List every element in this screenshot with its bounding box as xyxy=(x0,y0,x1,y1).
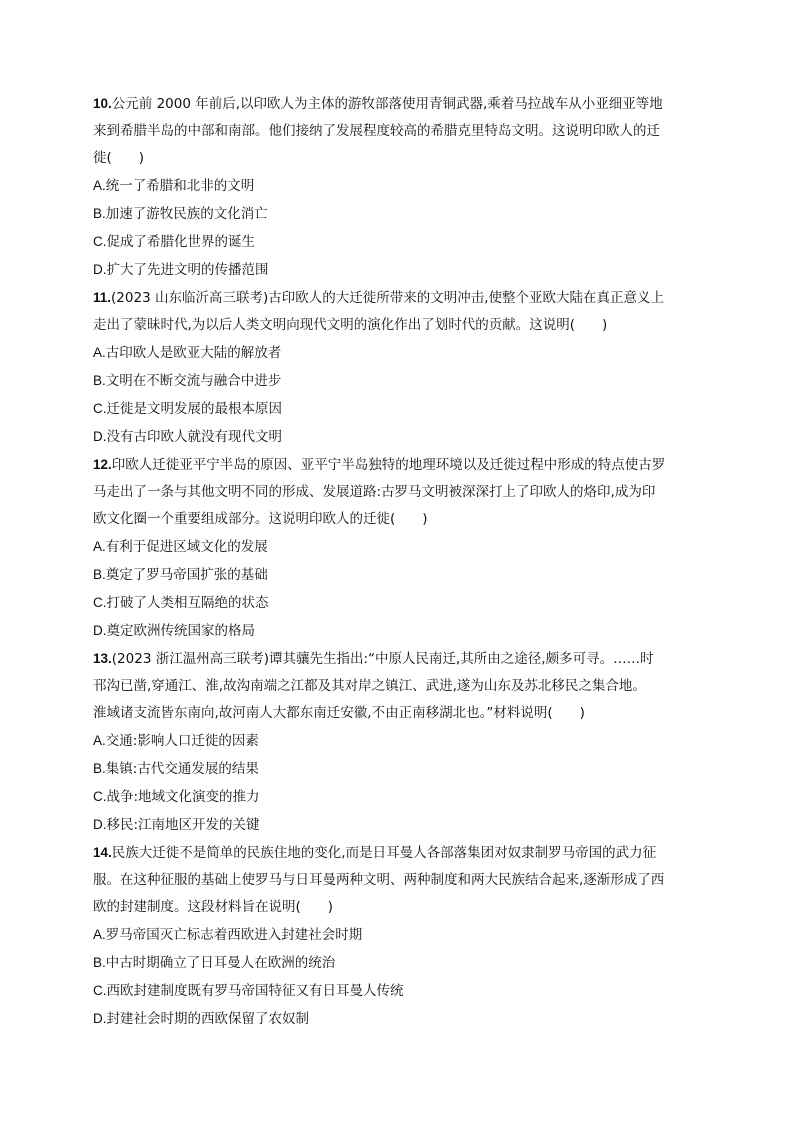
stem-line-2: 马走出了一条与其他文明不同的形成、发展道路:古罗马文明被深深打上了印欧人的烙印,成为印 xyxy=(93,484,656,500)
question-12 xyxy=(93,451,705,645)
question-stem xyxy=(93,839,705,921)
question-14 xyxy=(93,839,705,1033)
option-c: C.促成了希腊化世界的诞生 xyxy=(93,234,255,250)
option-a: A.统一了希腊和北非的文明 xyxy=(93,178,255,194)
option-a: A.交通:影响人口迁徙的因素 xyxy=(93,733,259,749)
option-b: B.加速了游牧民族的文化消亡 xyxy=(93,206,268,222)
question-stem xyxy=(93,645,705,727)
stem-line-3: 淮域诸支流皆东南向,故河南人大都东南迁安徽,不由正南移湖北也。”材料说明( ) xyxy=(93,705,585,721)
option-d: D.封建社会时期的西欧保留了农奴制 xyxy=(93,1011,309,1027)
question-number: 10. xyxy=(93,96,112,111)
option-c: C.西欧封建制度既有罗马帝国特征又有日耳曼人传统 xyxy=(93,983,404,999)
option-b: B.奠定了罗马帝国扩张的基础 xyxy=(93,567,268,583)
option-a: A.有利于促进区域文化的发展 xyxy=(93,539,268,555)
option-d: D.扩大了先进文明的传播范围 xyxy=(93,262,269,278)
stem-line-2: 来到希腊半岛的中部和南部。他们接纳了发展程度较高的希腊克里特岛文明。这说明印欧人的迁 xyxy=(93,123,660,139)
option-d: D.奠定欧洲传统国家的格局 xyxy=(93,623,255,639)
question-number: 13. xyxy=(93,651,112,666)
stem-line-2: 走出了蒙昧时代,为以后人类文明向现代文明的演化作出了划时代的贡献。这说明( ) xyxy=(93,317,608,333)
question-stem xyxy=(93,90,705,172)
question-stem xyxy=(93,284,705,339)
option-d: D.移民:江南地区开发的关键 xyxy=(93,817,260,833)
option-d: D.没有古印欧人就没有现代文明 xyxy=(93,429,282,445)
option-c: C.战争:地域文化演变的推力 xyxy=(93,789,260,805)
option-a: A.古印欧人是欧亚大陆的解放者 xyxy=(93,345,282,361)
stem-line-1: 12.印欧人迁徙亚平宁半岛的原因、亚平宁半岛独特的地理环境以及迁徙过程中形成的特点使古罗 xyxy=(93,457,666,473)
option-c: C.打破了人类相互隔绝的状态 xyxy=(93,595,269,611)
stem-line-1: 10.公元前 2000 年前后,以印欧人为主体的游牧部落使用青铜武器,乘着马拉战车从小亚细亚等地 xyxy=(93,96,663,112)
question-10 xyxy=(93,90,705,284)
question-number: 14. xyxy=(93,845,112,860)
option-b: B.集镇:古代交通发展的结果 xyxy=(93,761,259,777)
stem-line-2: 邗沟已凿,穿通江、淮,故沟南端之江都及其对岸之镇江、武进,遂为山东及苏北移民之集合地。 xyxy=(93,678,646,694)
stem-line-1: 13.(2023 浙江温州高三联考)谭其骧先生指出:“中原人民南迁,其所由之途径,颇多可寻。……时 xyxy=(93,651,654,667)
stem-line-3: 欧文化圈一个重要组成部分。这说明印欧人的迁徙( ) xyxy=(93,511,428,527)
option-b: B.文明在不断交流与融合中进步 xyxy=(93,373,282,389)
question-stem xyxy=(93,451,705,533)
question-13 xyxy=(93,645,705,839)
option-c: C.迁徙是文明发展的最根本原因 xyxy=(93,401,282,417)
worksheet-page xyxy=(93,90,705,1033)
question-number: 11. xyxy=(93,290,112,305)
option-b: B.中古时期确立了日耳曼人在欧洲的统治 xyxy=(93,955,336,971)
stem-line-1: 14.民族大迁徙不是简单的民族住地的变化,而是日耳曼人各部落集团对奴隶制罗马帝国的武力征 xyxy=(93,845,657,861)
option-a: A.罗马帝国灭亡标志着西欧进入封建社会时期 xyxy=(93,927,363,943)
stem-line-3: 徙( ) xyxy=(93,150,145,166)
stem-line-3: 欧的封建制度。这段材料旨在说明( ) xyxy=(93,899,334,915)
question-number: 12. xyxy=(93,457,112,472)
question-11 xyxy=(93,284,705,451)
stem-line-2: 服。在这种征服的基础上使罗马与日耳曼两种文明、两种制度和两大民族结合起来,逐渐形成了西 xyxy=(93,872,665,888)
stem-line-1: 11.(2023 山东临沂高三联考)古印欧人的大迁徙所带来的文明冲击,使整个亚欧大陆在真正意义上 xyxy=(93,290,665,306)
